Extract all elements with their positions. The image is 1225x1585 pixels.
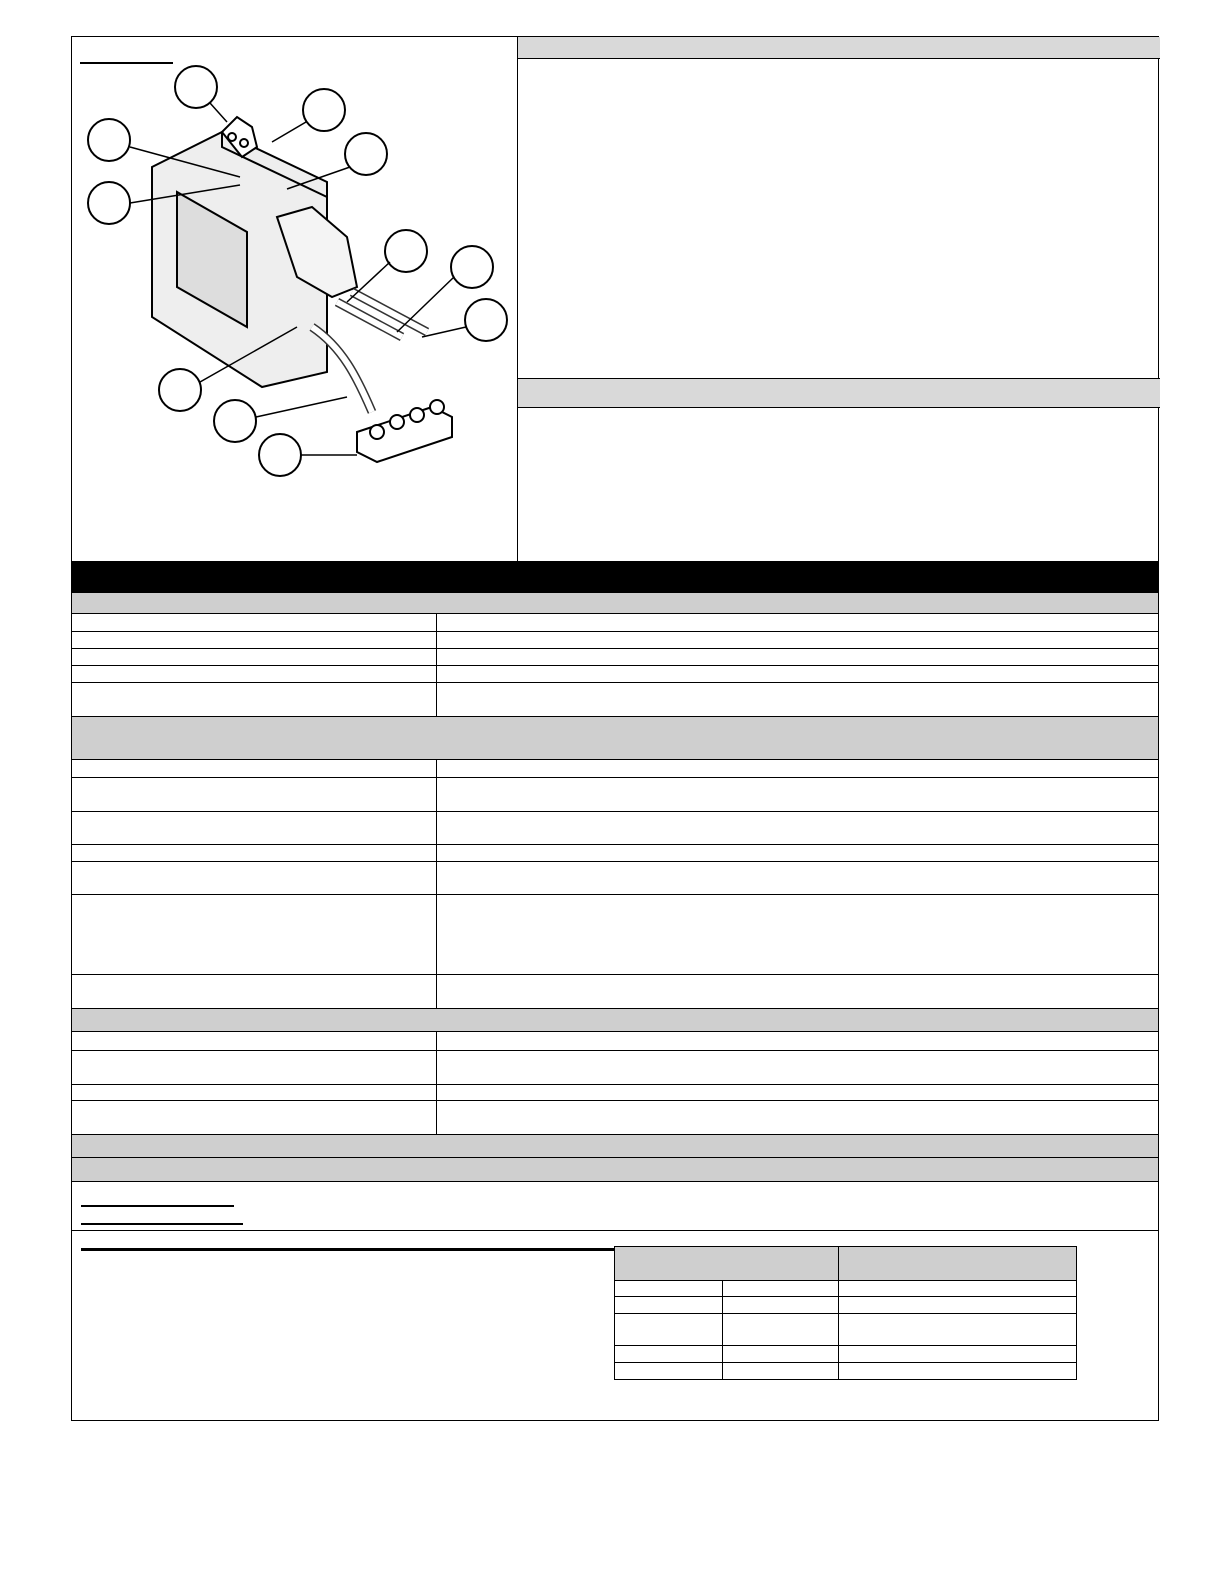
- right-bottom-panel: [518, 378, 1160, 561]
- document-frame: [71, 36, 1159, 1421]
- callout-11: [259, 434, 301, 476]
- breaker-figure-panel: [72, 37, 518, 561]
- spec-row: [72, 861, 1158, 894]
- gray-band-1: [72, 1134, 1158, 1157]
- callout-7: [451, 246, 493, 288]
- right-bottom-heading: [518, 379, 1160, 408]
- spec-row: [72, 648, 1158, 665]
- spec-row: [72, 1084, 1158, 1100]
- spec-row: [72, 1100, 1158, 1134]
- spec-row: [72, 613, 1158, 631]
- table-row: [615, 1314, 1077, 1346]
- spec-row: [72, 665, 1158, 682]
- callout-1: [175, 66, 217, 108]
- gray-band-2: [72, 1157, 1158, 1181]
- callout-5: [88, 182, 130, 224]
- spec-row: [72, 1050, 1158, 1084]
- table-header-2: [839, 1247, 1077, 1281]
- table-row: [615, 1297, 1077, 1314]
- callout-4: [345, 133, 387, 175]
- spec-row: [72, 894, 1158, 974]
- specifications-title-bar: [72, 561, 1158, 592]
- section-heading-3: [72, 1008, 1158, 1031]
- callout-6: [385, 230, 427, 272]
- section-heading-2: [72, 716, 1158, 759]
- spec-row: [72, 974, 1158, 1008]
- table-row: [615, 1281, 1077, 1297]
- notes-underline-2: [81, 1223, 243, 1225]
- spec-row: [72, 811, 1158, 844]
- spec-row: [72, 777, 1158, 811]
- spec-row: [72, 844, 1158, 861]
- spec-row: [72, 631, 1158, 648]
- table-row: [615, 1363, 1077, 1380]
- circuit-breaker-illustration: [72, 37, 518, 561]
- spec-row: [72, 1031, 1158, 1050]
- callout-8: [465, 299, 507, 341]
- spec-row: [72, 682, 1158, 716]
- table-header-1: [615, 1247, 839, 1281]
- right-top-panel: [518, 37, 1160, 380]
- section-heading-1: [72, 592, 1158, 613]
- callout-3: [88, 119, 130, 161]
- notes-underline-1: [81, 1205, 234, 1207]
- callout-10: [214, 400, 256, 442]
- table-row: [615, 1346, 1077, 1363]
- rating-table: [614, 1246, 1077, 1380]
- callout-9: [159, 369, 201, 411]
- callout-2: [303, 89, 345, 131]
- right-top-heading: [518, 37, 1160, 59]
- spec-row: [72, 759, 1158, 777]
